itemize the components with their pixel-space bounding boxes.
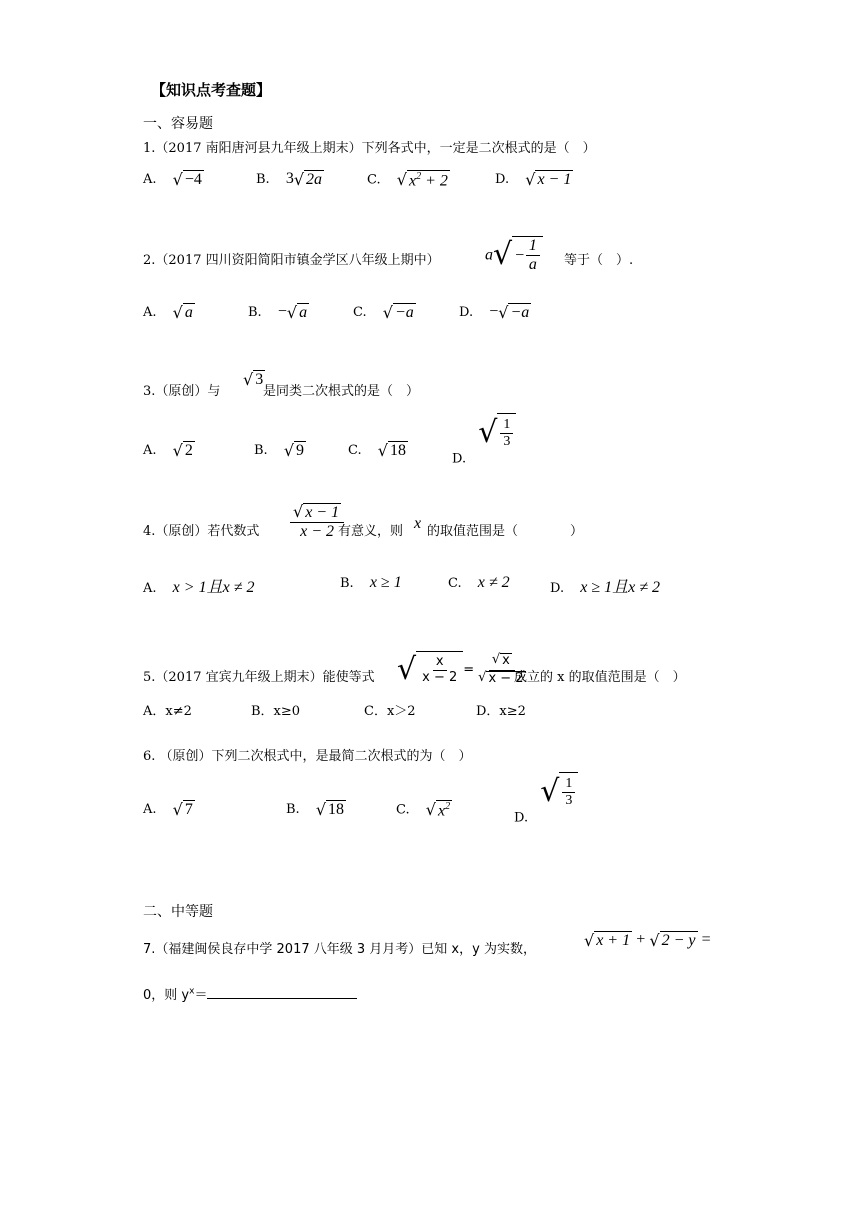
question-4-option-d: D. x ≥ 1且x ≠ 2 xyxy=(550,579,661,596)
answer-blank[interactable] xyxy=(207,984,357,999)
question-7-stem-prefix: 7.（福建闽侯良存中学 2017 八年级 3 月月考）已知 x，y 为实数， xyxy=(143,942,536,957)
section-medium-title: 二、中等题 xyxy=(143,904,213,920)
question-5-option-b: B．x≥0 xyxy=(251,704,301,719)
question-2-option-c: C. √ −a xyxy=(353,303,414,322)
question-5-option-d: D．x≥2 xyxy=(476,704,526,719)
question-4-stem-mid: 有意义，则 xyxy=(338,524,404,539)
question-6-option-b: B. √ 18 xyxy=(286,800,345,819)
question-4-stem-prefix: 4.（原创）若代数式 xyxy=(143,524,260,539)
question-3-option-b: B. √ 9 xyxy=(254,441,305,460)
question-1-stem: 1.（2017 南阳唐河县九年级上期末）下列各式中，一定是二次根式的是（ ） xyxy=(143,141,596,156)
question-7-line2: 0，则 $y^x=$ xyxy=(143,984,357,1003)
question-1-option-a: A. √ −4 xyxy=(143,170,202,189)
question-6-stem: 6. （原创）下列二次根式中，是最简二次根式的为（ ） xyxy=(143,749,472,764)
question-2-expression: a √ − $\frac{1}{a}$ xyxy=(485,236,543,275)
question-5-stem-prefix: 5.（2017 宜宾九年级上期末）能使等式 xyxy=(143,670,375,685)
question-2-option-b: B. − √ a xyxy=(248,303,308,322)
question-1-option-d: D. √ x − 1 xyxy=(495,170,572,189)
question-6-option-c: C. √ $x^2$ xyxy=(396,800,451,820)
question-3-option-c: C. √ 18 xyxy=(348,441,406,460)
question-5-stem-suffix: 成立的 x 的取值范围是（ ） xyxy=(514,670,686,685)
page-heading: 【知识点考查题】 xyxy=(151,81,272,99)
question-4-option-b: B. x ≥ 1 xyxy=(340,574,402,591)
question-3-option-a: A. √ 2 xyxy=(143,441,193,460)
question-3-stem-suffix: 是同类二次根式的是（ ） xyxy=(263,384,420,399)
question-4-option-c: C. x ≠ 2 xyxy=(448,574,510,591)
question-4-stem-suffix: 的取值范围是（ ） xyxy=(427,524,584,539)
question-2-option-a: A. √ a xyxy=(143,303,193,322)
question-5-option-a: A．x≠2 xyxy=(143,704,192,719)
question-2-option-d: D. − √ −a xyxy=(459,303,530,322)
question-3-option-d: D. √ $\frac{1}{3}$ xyxy=(452,413,516,467)
question-2-stem-prefix: 2.（2017 四川资阳简阳市镇金学区八年级上期中） xyxy=(143,253,440,268)
question-7-expression: √ x + 1 + √ 2 − y = xyxy=(584,931,711,950)
question-4-option-a: A. x > 1且x ≠ 2 xyxy=(143,579,255,596)
question-3-expression: √ 3 xyxy=(243,370,264,389)
question-2-stem-suffix: 等于（ ）. xyxy=(564,253,634,268)
question-5-equation: √ $\frac{x}{x - 2}$ = √ x √ x − 2 xyxy=(397,652,524,687)
question-4-expression: √ x − 1 x − 2 xyxy=(289,503,345,542)
question-6-option-d: D. √ $\frac{1}{3}$ xyxy=(514,772,578,826)
question-1-option-c: C. √ $x^2 + 2$ xyxy=(367,170,448,190)
question-6-option-a: A. √ 7 xyxy=(143,800,193,819)
question-1-option-b: B. 3 √ 2a xyxy=(256,170,323,189)
question-3-stem-prefix: 3.（原创）与 xyxy=(143,384,221,399)
question-4-variable: x xyxy=(414,515,422,532)
question-5-option-c: C．x＞2 xyxy=(364,704,416,719)
section-easy-title: 一、容易题 xyxy=(143,116,213,132)
